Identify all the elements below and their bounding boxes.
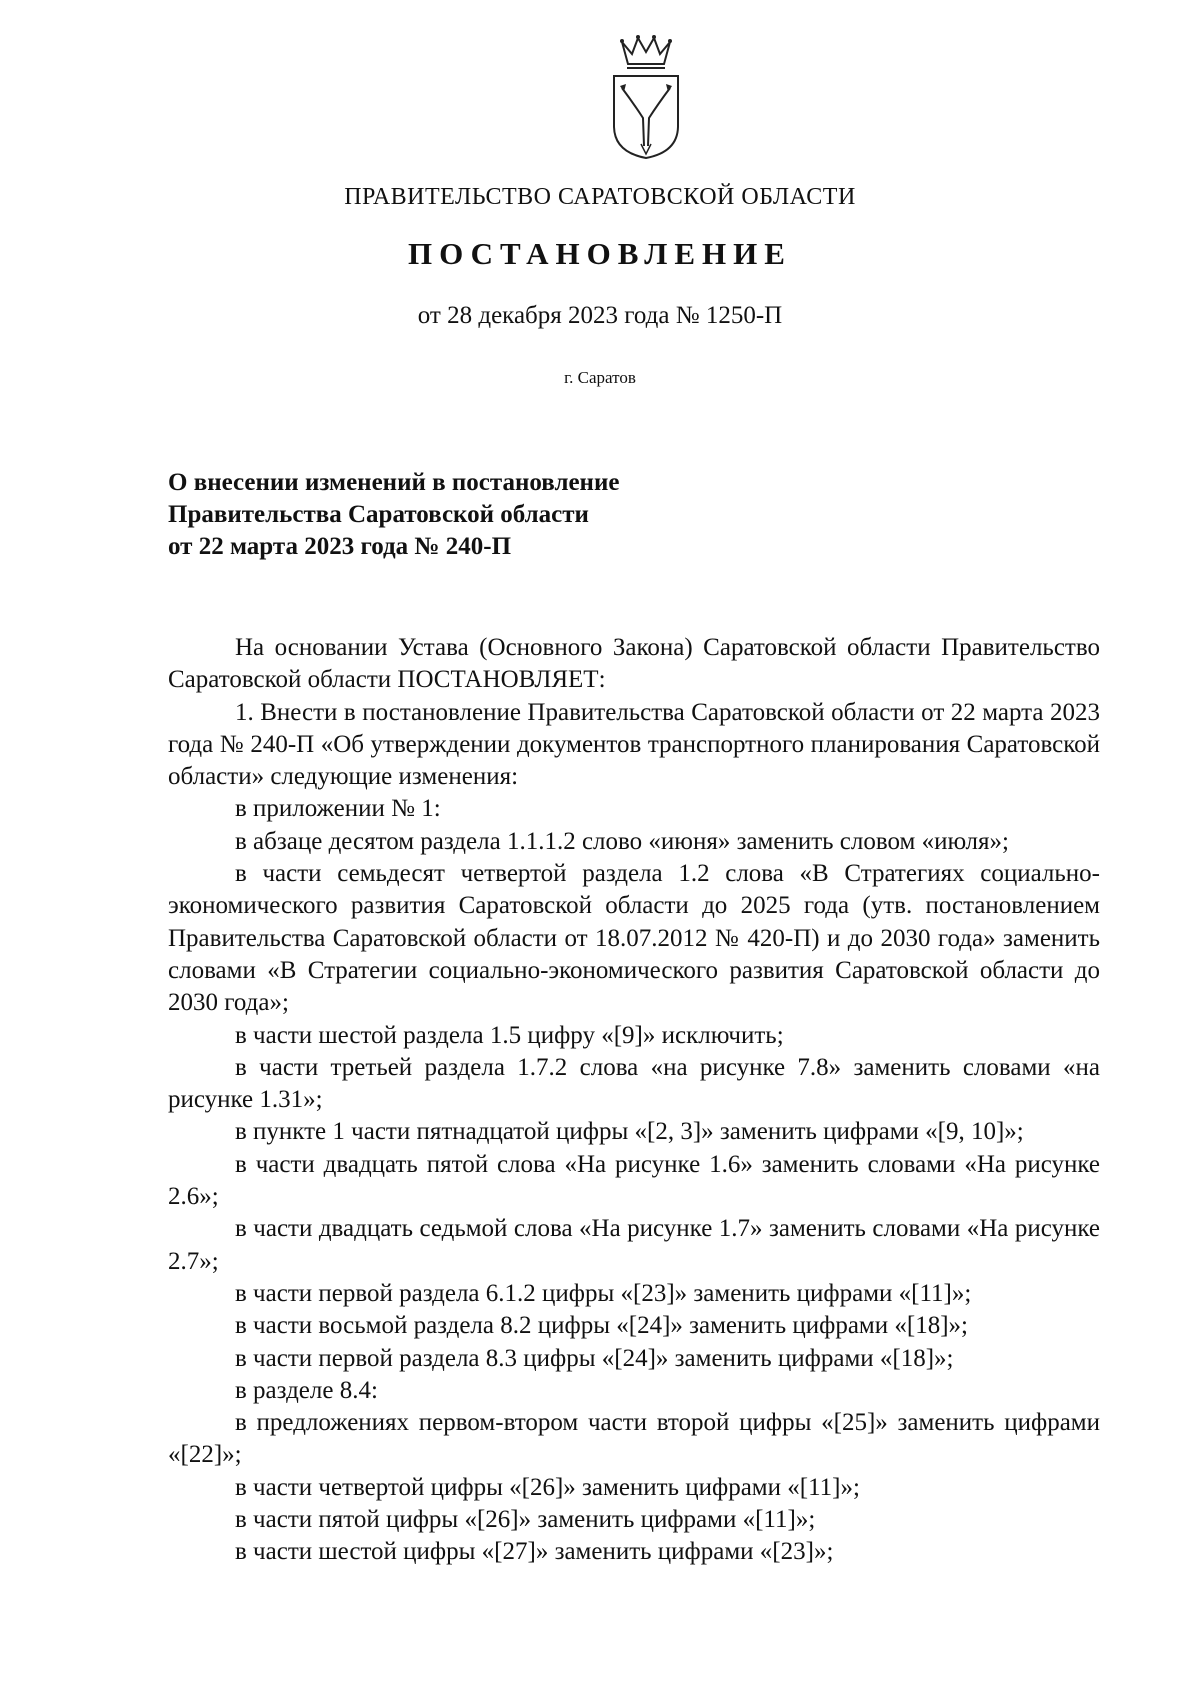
body-paragraph: в части двадцать пятой слова «На рисунке 1.6» заменить словами «На рисунке 2.6»;	[168, 1150, 1100, 1211]
document-body	[168, 632, 1100, 1569]
body-paragraph: в пункте 1 части пятнадцатой цифры «[2, 3]» заменить цифрами «[9, 10]»;	[235, 1118, 1024, 1146]
document-subject	[168, 467, 868, 563]
document-date-number: от 28 декабря 2023 года № 1250-П	[417, 302, 783, 329]
document-city: г. Саратов	[564, 368, 636, 387]
body-paragraph: в части шестой цифры «[27]» заменить цифрами «[23]»;	[235, 1538, 834, 1566]
body-paragraph: в части восьмой раздела 8.2 цифры «[24]» заменить цифрами «[18]»;	[235, 1312, 968, 1340]
body-paragraph: в части пятой цифры «[26]» заменить цифрами «[11]»;	[235, 1506, 816, 1534]
saratov-coat-of-arms-icon	[608, 32, 684, 162]
body-paragraph: в абзаце десятом раздела 1.1.1.2 слово «июня» заменить словом «июля»;	[235, 827, 1009, 855]
body-paragraph: в части шестой раздела 1.5 цифру «[9]» исключить;	[235, 1021, 784, 1049]
body-paragraph: в части двадцать седьмой слова «На рисунке 1.7» заменить словами «На рисунке 2.7»;	[168, 1215, 1100, 1275]
body-paragraph: в разделе 8.4:	[235, 1376, 378, 1404]
body-paragraph: в части третьей раздела 1.7.2 слова «на рисунке 7.8» заменить словами «на рисунке 1.31»;	[168, 1053, 1100, 1114]
subject-line: О внесении изменений в постановление	[168, 469, 620, 496]
body-paragraph: в части первой раздела 8.3 цифры «[24]» заменить цифрами «[18]»;	[235, 1344, 954, 1372]
body-paragraph: в предложениях первом-втором части второй цифры «[25]» заменить цифрами «[22]»;	[168, 1409, 1100, 1469]
subject-line: от 22 марта 2023 года № 240-П	[168, 533, 512, 560]
body-paragraph: 1. Внести в постановление Правительства Саратовской области от 22 марта 2023 года № 240-П «Об утверждении документов транспортного планирования Саратовской области» следующие изменения:	[168, 698, 1100, 791]
body-paragraph: в приложении № 1:	[235, 795, 441, 823]
subject-line: Правительства Саратовской области	[168, 501, 589, 528]
body-paragraph: в части первой раздела 6.1.2 цифры «[23]» заменить цифрами «[11]»;	[235, 1279, 972, 1307]
organization-name: ПРАВИТЕЛЬСТВО САРАТОВСКОЙ ОБЛАСТИ	[344, 184, 856, 210]
body-paragraph: в части семьдесят четвертой раздела 1.2 слова «В Стратегиях социально-экономического развития Саратовской области до 2025 года (утв. постановлением Правительства Саратовской области от 18.07.2012 № 420-П) и до 2030 года» заменить словами «В Стратегии социально-экономического развития Саратовской области до 2030 года»;	[168, 860, 1100, 1017]
body-paragraph: На основании Устава (Основного Закона) Саратовской области Правительство Саратовской области ПОСТАНОВЛЯЕТ:	[168, 634, 1100, 694]
document-type: ПОСТАНОВЛЕНИЕ	[408, 236, 792, 271]
body-paragraph: в части четвертой цифры «[26]» заменить цифрами «[11]»;	[235, 1473, 860, 1501]
